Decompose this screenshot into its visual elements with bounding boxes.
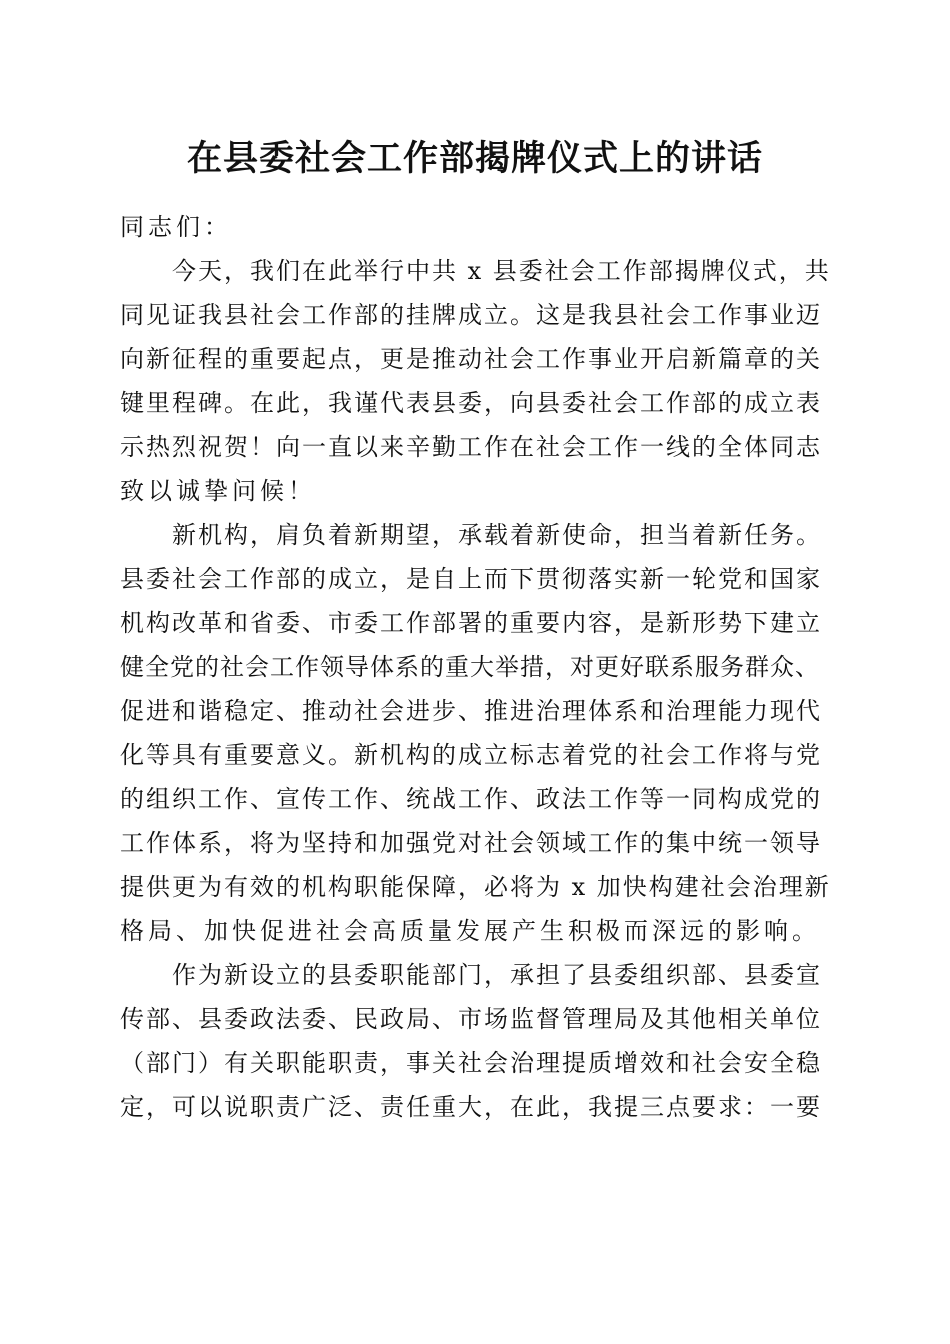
text-line: 键里程碑。在此，我谨代表县委，向县委社会工作部的成立表: [120, 389, 822, 417]
salutation: 同志们：: [120, 213, 232, 241]
text-line: 致以诚挚问候！: [120, 477, 316, 505]
text-line: 工作体系，将为坚持和加强党对社会领域工作的集中统一领导: [120, 829, 822, 857]
text-line: 示热烈祝贺！向一直以来辛勤工作在社会工作一线的全体同志: [120, 433, 822, 461]
text-line: 健全党的社会工作领导体系的重大举措，对更好联系服务群众、: [120, 653, 820, 681]
text-line: 定，可以说职责广泛、责任重大，在此，我提三点要求：一要: [120, 1093, 822, 1121]
text-line: 机构改革和省委、市委工作部署的重要内容，是新形势下建立: [120, 609, 822, 637]
text-line: 提供更为有效的机构职能保障，必将为 x 加快构建社会治理新: [120, 873, 831, 901]
text-line: 化等具有重要意义。新机构的成立标志着党的社会工作将与党: [120, 741, 822, 769]
text-line: 今天，我们在此举行中共 x 县委社会工作部揭牌仪式，共: [172, 257, 831, 285]
text-line: 新机构，肩负着新期望，承载着新使命，担当着新任务。: [172, 521, 822, 549]
text-line: 作为新设立的县委职能部门，承担了县委组织部、县委宣: [172, 961, 822, 989]
text-line: 同见证我县社会工作部的挂牌成立。这是我县社会工作事业迈: [120, 301, 822, 329]
text-line: 向新征程的重要起点，更是推动社会工作事业开启新篇章的关: [120, 345, 822, 373]
text-line: 传部、县委政法委、民政局、市场监督管理局及其他相关单位: [120, 1005, 822, 1033]
speech-body: [120, 205, 832, 1129]
text-line: 的组织工作、宣传工作、统战工作、政法工作等一同构成党的: [120, 785, 822, 813]
text-line: 县委社会工作部的成立，是自上而下贯彻落实新一轮党和国家: [120, 565, 822, 593]
page-title: 在县委社会工作部揭牌仪式上的讲话: [186, 138, 763, 179]
text-line: 促进和谐稳定、推动社会进步、推进治理体系和治理能力现代: [120, 697, 822, 725]
text-line: （部门）有关职能职责，事关社会治理提质增效和社会安全稳: [120, 1049, 822, 1077]
text-line: 格局、加快促进社会高质量发展产生积极而深远的影响。: [120, 917, 820, 945]
